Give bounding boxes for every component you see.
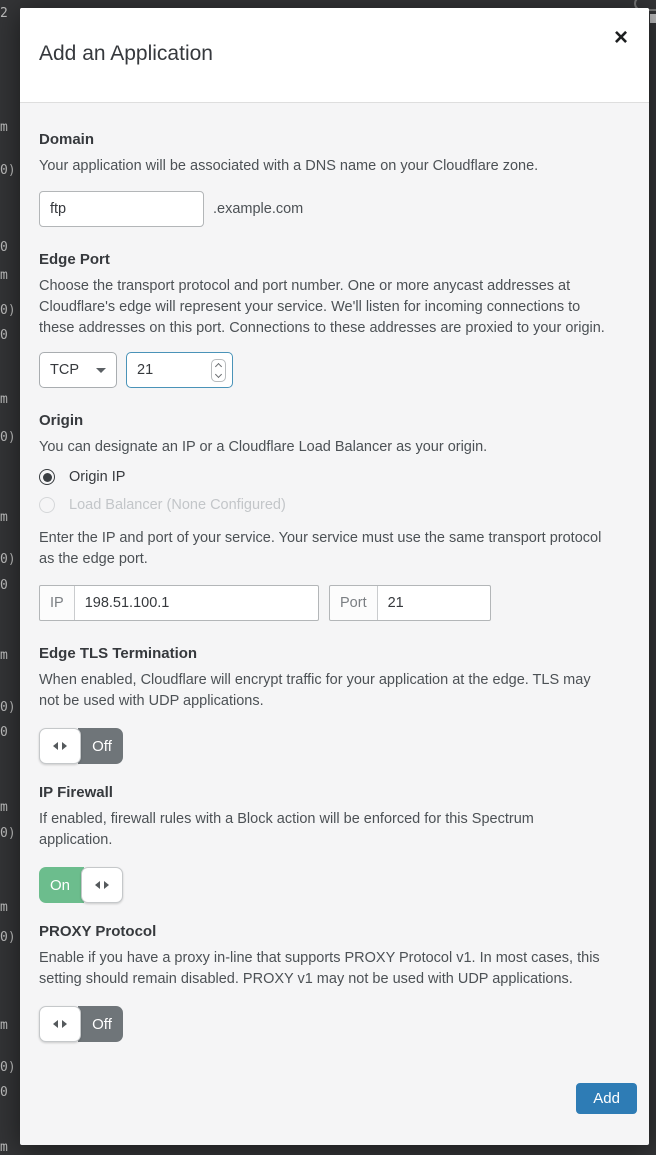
- background-fragment: m: [0, 510, 8, 525]
- load-balancer-radio-row: [39, 494, 629, 516]
- domain-suffix: .example.com: [213, 201, 304, 217]
- origin-port-input-group: [329, 585, 491, 621]
- modal-header: [20, 8, 649, 103]
- proxy-protocol-toggle-state: Off: [78, 1006, 123, 1042]
- port-prefix-label: Port: [330, 586, 378, 620]
- background-fragment: 0): [0, 163, 16, 178]
- background-window-tab: [650, 14, 656, 23]
- radio-selected-icon[interactable]: [39, 469, 55, 485]
- background-fragment: m: [0, 800, 8, 815]
- origin-ip-note: Enter the IP and port of your service. Your service must use the same transport protocol as the edge port.: [39, 530, 602, 567]
- background-fragment: m: [0, 268, 8, 283]
- background-fragment: 0): [0, 1060, 16, 1075]
- background-fragment: m: [0, 392, 8, 407]
- origin-ip-radio-row[interactable]: [39, 466, 629, 488]
- origin-label: Origin: [39, 412, 84, 429]
- modal-body: [20, 103, 649, 1144]
- section-edge-tls: [39, 645, 629, 784]
- toggle-handle-arrows-icon: [81, 867, 123, 903]
- edge-tls-toggle-state: Off: [78, 728, 123, 764]
- background-fragment: 0: [0, 240, 8, 255]
- background-fragment: m: [0, 1018, 8, 1033]
- proxy-protocol-label: PROXY Protocol: [39, 923, 157, 940]
- radio-disabled-icon: [39, 497, 55, 513]
- origin-port-input[interactable]: [378, 586, 490, 620]
- origin-description: You can designate an IP or a Cloudflare Load Balancer as your origin.: [39, 439, 488, 455]
- origin-ip-input[interactable]: [75, 586, 318, 620]
- edge-tls-description: When enabled, Cloudflare will encrypt traffic for your application at the edge. TLS may not be used with UDP applications.: [39, 672, 591, 709]
- background-fragment: 0): [0, 303, 16, 318]
- section-origin: [39, 412, 629, 645]
- add-button[interactable]: Add: [576, 1083, 637, 1114]
- background-fragment: m: [0, 648, 8, 663]
- protocol-select-value: TCP: [50, 362, 79, 378]
- load-balancer-radio-label: Load Balancer (None Configured): [69, 497, 286, 513]
- background-fragment: 0): [0, 430, 16, 445]
- edge-port-label: Edge Port: [39, 251, 110, 268]
- background-fragment: 0): [0, 552, 16, 567]
- protocol-select[interactable]: [39, 352, 117, 388]
- background-fragment: m: [0, 900, 8, 915]
- toggle-handle-arrows-icon: [39, 1006, 81, 1042]
- ip-prefix-label: IP: [40, 586, 75, 620]
- add-application-modal: [20, 8, 649, 1145]
- background-fragment: 0): [0, 826, 16, 841]
- background-fragment: 0: [0, 1085, 8, 1100]
- edge-port-input[interactable]: [129, 362, 211, 378]
- background-fragment: 0: [0, 328, 8, 343]
- ip-firewall-label: IP Firewall: [39, 784, 113, 801]
- edge-tls-label: Edge TLS Termination: [39, 645, 198, 662]
- domain-label: Domain: [39, 131, 95, 148]
- origin-ip-input-group: [39, 585, 319, 621]
- background-fragment: 0: [0, 725, 8, 740]
- ip-firewall-toggle-state: On: [39, 867, 84, 903]
- background-fragment: 0): [0, 930, 16, 945]
- background-fragment: 2: [0, 6, 8, 21]
- toggle-handle-arrows-icon: [39, 728, 81, 764]
- domain-description: Your application will be associated with a DNS name on your Cloudflare zone.: [39, 158, 539, 174]
- modal-title: Add an Application: [39, 42, 213, 65]
- background-fragment: m: [0, 120, 8, 135]
- background-fragment: m: [0, 1140, 8, 1155]
- section-proxy-protocol: [39, 923, 629, 1062]
- proxy-protocol-toggle[interactable]: [39, 1006, 123, 1042]
- ip-firewall-toggle[interactable]: [39, 867, 123, 903]
- section-ip-firewall: [39, 784, 629, 923]
- chevron-down-icon: [96, 368, 106, 373]
- edge-port-input-wrapper: [126, 352, 233, 388]
- origin-ip-radio-label: Origin IP: [69, 469, 126, 485]
- domain-input[interactable]: [39, 191, 204, 227]
- edge-port-description: Choose the transport protocol and port number. One or more anycast addresses at Cloudflare's edge will represent your service. We'll listen for incoming connections to these addresses on this port. Connections to these addresses are proxied to your origin.: [39, 278, 605, 336]
- section-domain: [39, 131, 629, 251]
- edge-tls-toggle[interactable]: [39, 728, 123, 764]
- background-fragment: 0: [0, 578, 8, 593]
- close-icon[interactable]: ×: [609, 26, 633, 50]
- proxy-protocol-description: Enable if you have a proxy in-line that supports PROXY Protocol v1. In most cases, this setting should remain disabled. PROXY v1 may not be used with UDP applications.: [39, 950, 600, 987]
- number-stepper-icon[interactable]: [211, 359, 226, 382]
- background-fragment: 0): [0, 700, 16, 715]
- ip-firewall-description: If enabled, firewall rules with a Block action will be enforced for this Spectrum application.: [39, 811, 534, 848]
- section-edge-port: [39, 251, 629, 412]
